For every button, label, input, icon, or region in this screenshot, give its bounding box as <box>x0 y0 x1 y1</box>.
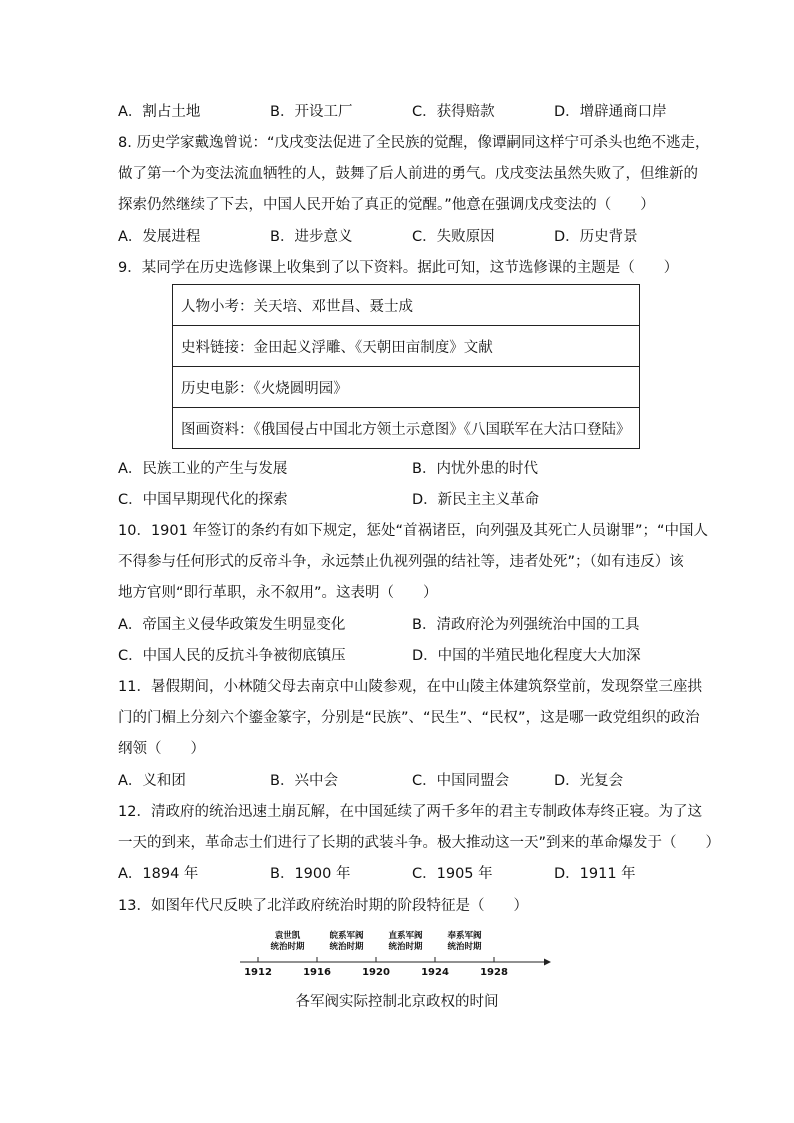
q9-option-a[interactable]: A．民族工业的产生与发展 <box>118 461 288 477</box>
timeline-year-label: 1916 <box>303 967 331 978</box>
q11-option-b[interactable]: B．兴中会 <box>270 773 338 789</box>
timeline-period-label: 统治时期 <box>329 942 364 952</box>
q11-option-c[interactable]: C．中国同盟会 <box>412 773 510 789</box>
q9-table-row-4: 图画资料：《俄国侵占中国北方领土示意图》《八国联军在大沽口登陆》 <box>173 408 640 449</box>
q11-option-d[interactable]: D．光复会 <box>554 773 624 789</box>
q11-stem-line-2: 门的门楣上分刻六个鎏金篆字，分别是“民族”、“民生”、“民权”，这是哪一政党组织的政治 <box>118 710 700 726</box>
q10-option-b[interactable]: B．清政府沦为列强统治中国的工具 <box>412 617 640 633</box>
q12-option-c[interactable]: C．1905 年 <box>412 866 493 882</box>
q10-option-c[interactable]: C．中国人民的反抗斗争被彻底镇压 <box>118 648 346 664</box>
q8-options <box>118 227 678 247</box>
timeline-period-label: 奉系军阀 <box>447 931 482 941</box>
q9-option-d[interactable]: D．新民主主义革命 <box>412 492 540 508</box>
timeline-period-label: 袁世凯 <box>274 931 301 941</box>
timeline-period-label: 统治时期 <box>388 942 423 952</box>
timeline-arrow-icon <box>544 959 551 966</box>
q9-table-row-1: 人物小考：关天培、邓世昌、聂士成 <box>173 285 640 326</box>
q12-stem-line-1: 12．清政府的统治迅速土崩瓦解，在中国延续了两千多年的君主专制政体寿终正寝。为了这 <box>118 804 702 820</box>
timeline-year-label: 1928 <box>480 967 508 978</box>
q12-option-d[interactable]: D．1911 年 <box>554 866 636 882</box>
q8-stem-line-1: 8. 历史学家戴逸曾说：“戊戌变法促进了全民族的觉醒，像谭嗣同这样宁可杀头也绝不逃走， <box>118 135 710 151</box>
q12-options <box>118 864 678 884</box>
q11-options <box>118 771 678 791</box>
q10-stem-line-3: 地方官则“即行革职，永不叙用”。这表明（ ） <box>118 585 438 601</box>
q9-options-row-1 <box>118 459 678 479</box>
q8-option-a[interactable]: A．发展进程 <box>118 229 201 245</box>
q8-option-b[interactable]: B．进步意义 <box>270 229 353 245</box>
q9-option-c[interactable]: C．中国早期现代化的探索 <box>118 492 288 508</box>
q10-stem-line-1: 10．1901 年签订的条约有如下规定，惩处“首祸诸臣，向列强及其死亡人员谢罪”；“中国人 <box>118 523 708 539</box>
q11-stem-line-3: 纲领（ ） <box>118 741 205 757</box>
q10-option-d[interactable]: D．中国的半殖民地化程度大大加深 <box>412 648 641 664</box>
q7-option-a[interactable]: A．割占土地 <box>118 104 201 120</box>
timeline-year-label: 1912 <box>244 967 272 978</box>
q10-options-row-2 <box>118 646 678 666</box>
timeline-period-label: 皖系军阀 <box>329 931 364 941</box>
q7-option-b[interactable]: B．开设工厂 <box>270 104 353 120</box>
timeline-period-label: 直系军阀 <box>388 931 423 941</box>
timeline-year-label: 1924 <box>421 967 449 978</box>
timeline-period-label: 统治时期 <box>270 942 305 952</box>
q9-materials-table <box>172 284 640 449</box>
q12-option-a[interactable]: A．1894 年 <box>118 866 199 882</box>
q12-option-b[interactable]: B．1900 年 <box>270 866 351 882</box>
q8-stem-line-2: 做了第一个为变法流血牺牲的人，鼓舞了后人前进的勇气。戊戌变法虽然失败了，但维新的 <box>118 166 698 182</box>
q9-table-row-2: 史料链接：金田起义浮雕、《天朝田亩制度》文献 <box>173 326 640 367</box>
q11-stem-line-1: 11．暑假期间，小林随父母去南京中山陵参观，在中山陵主体建筑祭堂前，发现祭堂三座拱 <box>118 679 702 695</box>
q13-timeline <box>236 928 556 980</box>
timeline-caption: 各军阀实际控制北京政权的时间 <box>295 994 499 1010</box>
q7-option-d[interactable]: D．增辟通商口岸 <box>554 104 667 120</box>
q9-stem: 9．某同学在历史选修课上收集到了以下资料。据此可知，这节选修课的主题是（ ） <box>118 260 679 276</box>
q10-options-row-1 <box>118 615 678 635</box>
q9-option-b[interactable]: B．内忧外患的时代 <box>412 461 538 477</box>
q7-option-c[interactable]: C．获得赔款 <box>412 104 495 120</box>
q11-option-a[interactable]: A．义和团 <box>118 773 186 789</box>
q13-stem: 13．如图年代尺反映了北洋政府统治时期的阶段特征是（ ） <box>118 898 528 914</box>
timeline-year-label: 1920 <box>362 967 390 978</box>
q8-option-c[interactable]: C．失败原因 <box>412 229 495 245</box>
q9-options-row-2 <box>118 490 678 510</box>
q10-option-a[interactable]: A．帝国主义侵华政策发生明显变化 <box>118 617 346 633</box>
q8-stem-line-3: 探索仍然继续了下去，中国人民开始了真正的觉醒。”他意在强调戊戌变法的（ ） <box>118 197 655 213</box>
timeline-period-label: 统治时期 <box>447 942 482 952</box>
q9-table-row-3: 历史电影：《火烧圆明园》 <box>173 367 640 408</box>
q8-option-d[interactable]: D．历史背景 <box>554 229 638 245</box>
q7-options <box>118 102 678 122</box>
q10-stem-line-2: 不得参与任何形式的反帝斗争，永远禁止仇视列强的结社等，违者处死”；（如有违反）该 <box>118 554 684 570</box>
q12-stem-line-2: 一天的到来，革命志士们进行了长期的武装斗争。极大推动这一天”到来的革命爆发于（ ） <box>118 835 721 851</box>
